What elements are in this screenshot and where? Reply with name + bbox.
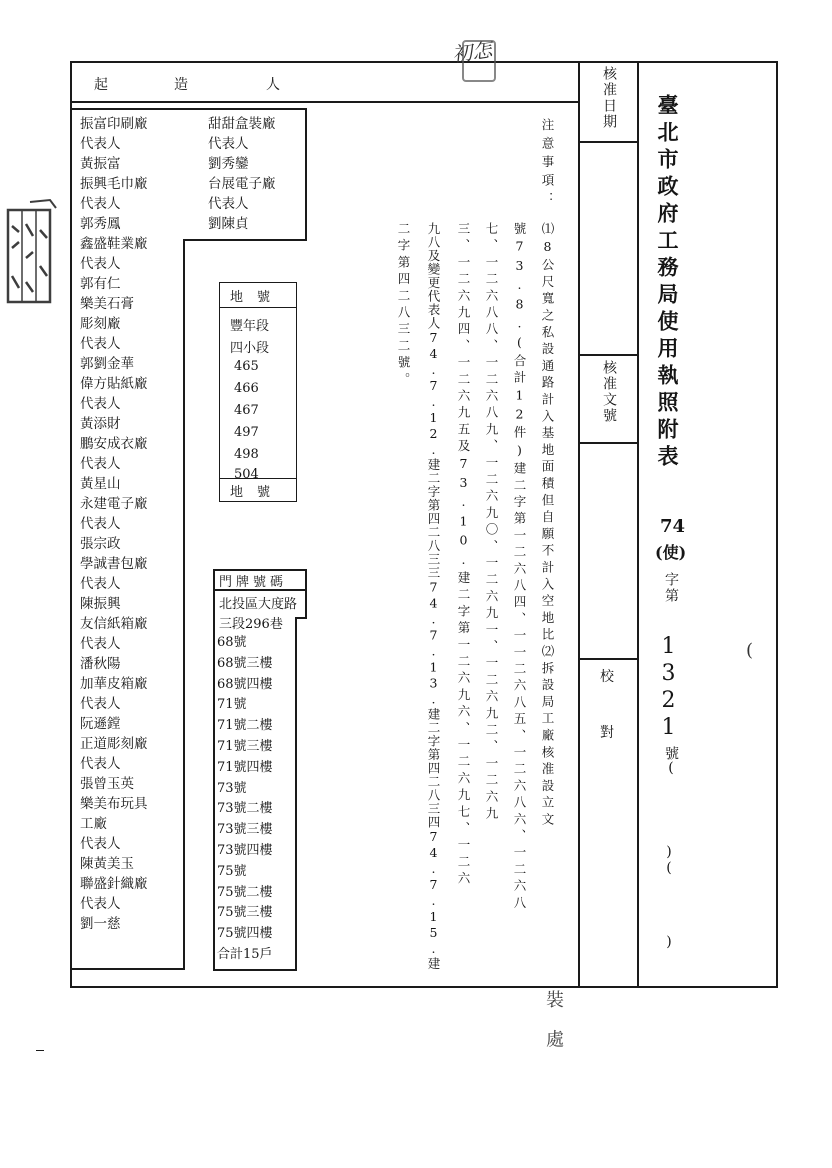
builder-entry: 代表人 [80, 896, 121, 912]
builder-entry: 代表人 [80, 516, 121, 532]
notes-area [388, 118, 568, 980]
door-plate-entry: 68號四樓 [217, 676, 273, 692]
builder-entry: 學誠書包廠 [80, 556, 148, 572]
land-lot: 504 [234, 467, 259, 482]
notes-column: 七、一二六八八、一二六八九、一二六九〇、一二六九一、一二六九二、一二六九 [484, 222, 499, 824]
builder-entry: 正道彫刻廠 [80, 736, 148, 752]
builder-entry: 振富印刷廠 [80, 116, 148, 132]
notes-title: 注意事項： [540, 118, 555, 211]
builder-entry: 樂美石膏 [80, 296, 134, 312]
door-plate-header: 門牌號碼 [219, 575, 288, 590]
check-label: 校 [600, 669, 614, 685]
land-lot: 497 [234, 425, 259, 440]
notes-column: 二字第四二八三二號。 [396, 222, 411, 389]
approval-date-label: 核准日期 [601, 66, 617, 130]
door-plate-entry: 73號 [217, 780, 247, 796]
door-plate-lane: 三段296巷 [219, 617, 283, 632]
land-lot: 465 [234, 359, 259, 374]
builder-entry: 黃振富 [80, 156, 121, 172]
door-plate-entry: 73號二樓 [217, 801, 273, 817]
stamp-top [462, 40, 496, 82]
top-handwritten-mark: 初怎 [450, 37, 494, 67]
builders-left-column [80, 114, 176, 934]
builder-entry: 劉秀鑾 [208, 156, 249, 172]
builder-entry: 代表人 [80, 756, 121, 772]
notes-column: 號73.8.(合計12件)建二字第一二六八四、一一二六八五、一二六八六、一二六八 [512, 222, 527, 913]
builder-entry: 郭劉金華 [80, 356, 134, 372]
door-plate-entry: 71號三樓 [217, 738, 273, 754]
land-section: 豐年段 [230, 319, 270, 334]
notes-column: 三、一二六九四、一二六九五及73.10.建二字第一二六九六、一二六九七、一二六 [456, 222, 471, 889]
builder-entry: 代表人 [80, 636, 121, 652]
builder-entry: 振興毛巾廠 [80, 176, 148, 192]
builder-entry: 代表人 [80, 256, 121, 272]
builder-entry: 代表人 [208, 196, 249, 212]
door-plate-entry: 75號三樓 [217, 905, 273, 921]
builder-entry: 代表人 [80, 456, 121, 472]
builder-entry: 鑫盛鞋業廠 [80, 236, 148, 252]
builder-entry: 甜甜盒裝廠 [208, 116, 276, 132]
builder-entry: 代表人 [80, 576, 121, 592]
builder-entry: 阮遜鏜 [80, 716, 121, 732]
bottom-handwritten-mark: 裝 處 [543, 990, 564, 1056]
license-year: 74 [660, 516, 686, 537]
land-lot: 466 [234, 381, 259, 396]
dash-mark [36, 1050, 44, 1051]
license-paren-2: ) [661, 934, 677, 950]
builder-entry: 鵬安成衣廠 [80, 436, 148, 452]
document-title: 臺北市政府工務局使用執照附表 [655, 94, 680, 472]
land-number-footer: 地號 [230, 485, 285, 500]
license-category: (使) [655, 543, 687, 562]
door-plate-entry: 71號二樓 [217, 718, 273, 734]
land-lot: 467 [234, 403, 259, 418]
builder-entry: 彫刻廠 [80, 316, 121, 332]
license-number: 1321 [656, 634, 681, 742]
builder-entry: 張宗政 [80, 536, 121, 552]
door-plate-entry: 68號三樓 [217, 655, 273, 671]
builder-entry: 聯盛針織廠 [80, 876, 148, 892]
door-plate-entry: 68號 [217, 635, 247, 650]
paren-mark: ( [746, 640, 754, 661]
builder-entry: 代表人 [80, 136, 121, 152]
builder-entry: 代表人 [80, 396, 121, 412]
approval-doc-label: 核准文號 [601, 360, 617, 424]
builder-entry: 台展電子廠 [208, 176, 276, 192]
builder-entry: 代表人 [80, 336, 121, 352]
builder-entry: 陳振興 [80, 596, 121, 612]
builder-entry: 張曾玉英 [80, 776, 134, 792]
land-subsection: 四小段 [230, 341, 270, 356]
door-plate-entry: 71號四樓 [217, 759, 273, 775]
builders-right-column [208, 114, 300, 234]
land-number-header: 地號 [230, 290, 285, 305]
door-plate-entry: 73號四樓 [217, 842, 273, 858]
door-plate-road: 北投區大度路 [219, 597, 298, 612]
check-label-2: 對 [600, 725, 614, 741]
notes-column: 九八及變更代表人74.7.12.建二字第四二八三三74.7.13.建二字第四二八三四74.7.15.建 [426, 222, 441, 971]
builder-entry: 永建電子廠 [80, 496, 148, 512]
builder-entry: 樂美布玩具 [80, 796, 148, 812]
builder-entry: 偉方貼紙廠 [80, 376, 148, 392]
seal-stamp [0, 196, 64, 308]
header-left-char: 起 [94, 77, 108, 93]
license-zi-di: 字第 [663, 572, 679, 604]
builder-entry: 黃添財 [80, 416, 121, 432]
builder-entry: 代表人 [208, 136, 249, 152]
land-number-box [219, 282, 297, 502]
door-plate-box [213, 569, 309, 971]
land-lot: 498 [234, 447, 259, 462]
builder-entry: 工廠 [80, 816, 107, 832]
builder-entry: 代表人 [80, 836, 121, 852]
door-plate-entry: 73號三樓 [217, 822, 273, 838]
notes-column: ⑴8公尺寬之私設通路計入基地面積但自願不計入空地比⑵拆設局工廠核准設立文 [540, 222, 555, 830]
builder-entry: 潘秋陽 [80, 656, 121, 672]
door-plate-entry: 71號 [217, 697, 247, 713]
license-paren-1: )( [661, 844, 677, 876]
door-plate-entry: 75號二樓 [217, 884, 273, 900]
builder-entry: 劉陳貞 [208, 216, 249, 232]
builder-entry: 代表人 [80, 196, 121, 212]
builder-entry: 代表人 [80, 696, 121, 712]
header-right-char: 人 [266, 77, 280, 93]
builder-entry: 郭有仁 [80, 276, 121, 292]
builder-entry: 加華皮箱廠 [80, 676, 148, 692]
door-plate-entry: 75號 [217, 863, 247, 879]
door-plate-total: 合計15戶 [217, 946, 273, 962]
header-middle-char: 造 [174, 77, 188, 93]
builder-entry: 劉一慈 [80, 916, 121, 932]
builder-entry: 陳黃美玉 [80, 856, 134, 872]
door-plate-entry: 75號四樓 [217, 926, 273, 942]
builder-entry: 友信紙箱廠 [80, 616, 148, 632]
license-hao: 號( [663, 746, 679, 776]
builder-entry: 郭秀鳳 [80, 216, 121, 232]
builder-entry: 黃星山 [80, 476, 121, 492]
